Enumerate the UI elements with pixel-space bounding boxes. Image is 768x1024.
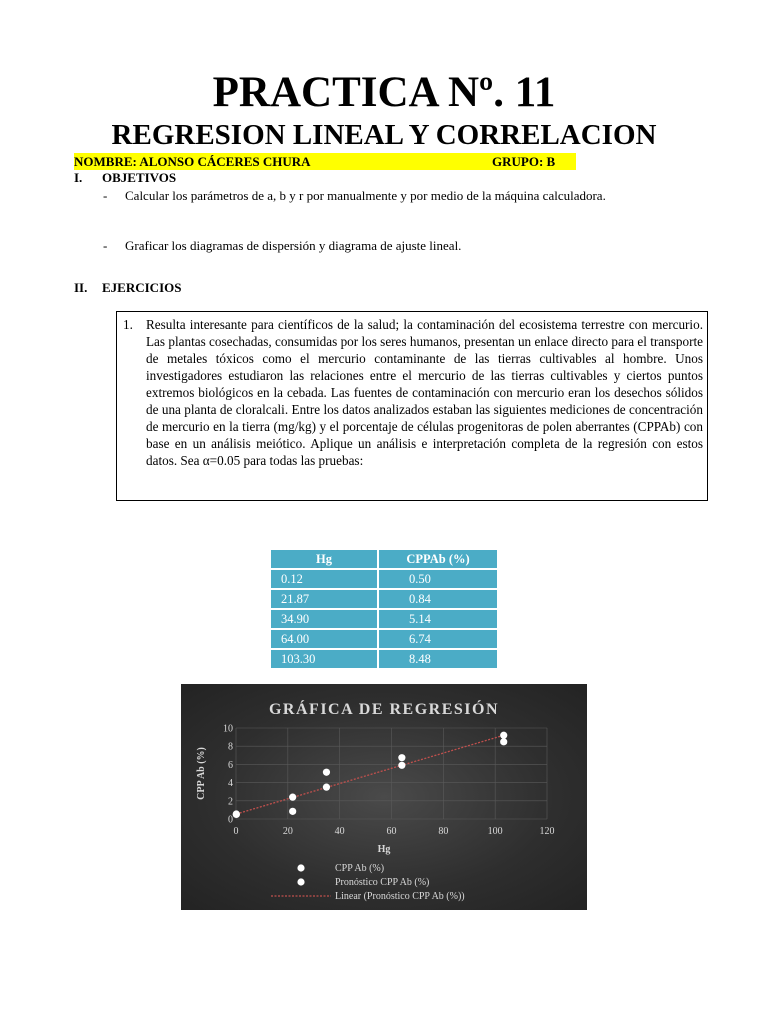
forecast-point (500, 732, 507, 739)
cell-hg: 103.30 (270, 649, 378, 669)
y-tick-label: 8 (228, 741, 233, 753)
section-title: EJERCICIOS (102, 280, 182, 295)
data-point (289, 808, 296, 815)
forecast-point (323, 784, 330, 791)
section-title: OBJETIVOS (102, 170, 177, 185)
section-number: II. (74, 280, 88, 295)
forecast-point (289, 794, 296, 801)
chart-svg (181, 684, 587, 910)
cell-cppab: 0.50 (378, 569, 498, 589)
x-axis-label: Hg (377, 844, 391, 855)
legend-label: CPP Ab (%) (335, 863, 385, 874)
bullet-dash: - (103, 188, 108, 203)
cell-hg: 21.87 (270, 589, 378, 609)
forecast-point (398, 762, 405, 769)
forecast-point (233, 810, 240, 817)
chart-title: GRÁFICA DE REGRESIÓN (268, 701, 500, 718)
objective-text: Graficar los diagramas de dispersión y diagrama de ajuste lineal. (125, 238, 462, 253)
page-title: PRACTICA Nº. 11 (212, 69, 556, 116)
y-tick-label: 4 (228, 778, 233, 790)
table-row (270, 569, 498, 589)
table-header-row (270, 549, 498, 569)
student-name: NOMBRE: ALONSO CÁCERES CHURA (74, 154, 311, 169)
cell-cppab: 0.84 (378, 589, 498, 609)
legend-label: Linear (Pronóstico CPP Ab (%)) (335, 891, 465, 902)
table-row (270, 609, 498, 629)
exercise-text: Resulta interesante para científicos de la salud; la contaminación del ecosistema terrestre con mercurio. Las plantas cosechadas, consumidas por los seres humanos, presentan un enlace directo para el transporte de metales tóxicos como el mercurio contaminante de las tierras cultivables al hombre. Unos investigadores estudiaron las relaciones entre el mercurio de las tierras cultivables y ciertos puntos extremos biológicos en la cebada. Las fuentes de contaminación con mercurio eran los desechos sólidos de una planta de cloralcali. Entre los datos analizados estaban las siguientes mediciones de concentración de mercurio en la tierra (mg/kg) y el porcentaje de células progenitoras de polen aberrantes (CPPAb) con base en un análisis meiótico. Aplique un análisis e interpretación completa de la regresión con estos datos. Sea α=0.05 para todas las pruebas: (146, 317, 703, 468)
exercise-number: 1. (123, 317, 133, 332)
y-tick-label: 10 (223, 723, 233, 735)
x-tick-label: 0 (233, 826, 239, 837)
exercise-box (116, 311, 708, 501)
x-tick-label: 80 (438, 826, 449, 837)
regression-chart (181, 684, 587, 910)
data-table (269, 548, 499, 670)
objective-item (103, 234, 695, 258)
cell-cppab: 5.14 (378, 609, 498, 629)
page-subtitle: REGRESION LINEAL Y CORRELACION (111, 119, 657, 151)
objective-text: Calcular los parámetros de a, b y r por manualmente y por medio de la máquina calculadora. (125, 188, 606, 203)
cell-hg: 0.12 (270, 569, 378, 589)
cell-cppab: 8.48 (378, 649, 498, 669)
x-tick-label: 40 (334, 826, 345, 837)
column-header-cppab: CPPAb (%) (378, 549, 498, 569)
table-row (270, 589, 498, 609)
data-point (500, 738, 507, 745)
section-number: I. (74, 170, 83, 185)
x-tick-label: 20 (282, 826, 293, 837)
legend-marker-forecast (297, 878, 304, 885)
y-tick-label: 2 (228, 796, 233, 808)
y-axis-label: CPP Ab (%) (196, 747, 207, 800)
data-point (398, 754, 405, 761)
cell-hg: 64.00 (270, 629, 378, 649)
group-label: GRUPO: B (492, 154, 556, 169)
cell-cppab: 6.74 (378, 629, 498, 649)
bullet-dash: - (103, 238, 108, 253)
x-tick-label: 100 (487, 826, 503, 837)
x-tick-label: 60 (386, 826, 397, 837)
column-header-hg: Hg (270, 549, 378, 569)
objective-item (103, 184, 695, 208)
x-tick-label: 120 (539, 826, 555, 837)
legend-marker-observed (297, 864, 304, 871)
section-exercises-heading (74, 279, 181, 296)
legend-label: Pronóstico CPP Ab (%) (335, 877, 430, 888)
table-row (270, 629, 498, 649)
cell-hg: 34.90 (270, 609, 378, 629)
student-name-line (74, 153, 576, 170)
data-point (323, 769, 330, 776)
table-row (270, 649, 498, 669)
trendline (236, 735, 503, 814)
y-tick-label: 6 (228, 759, 233, 771)
y-tick-label: 0 (228, 814, 233, 826)
